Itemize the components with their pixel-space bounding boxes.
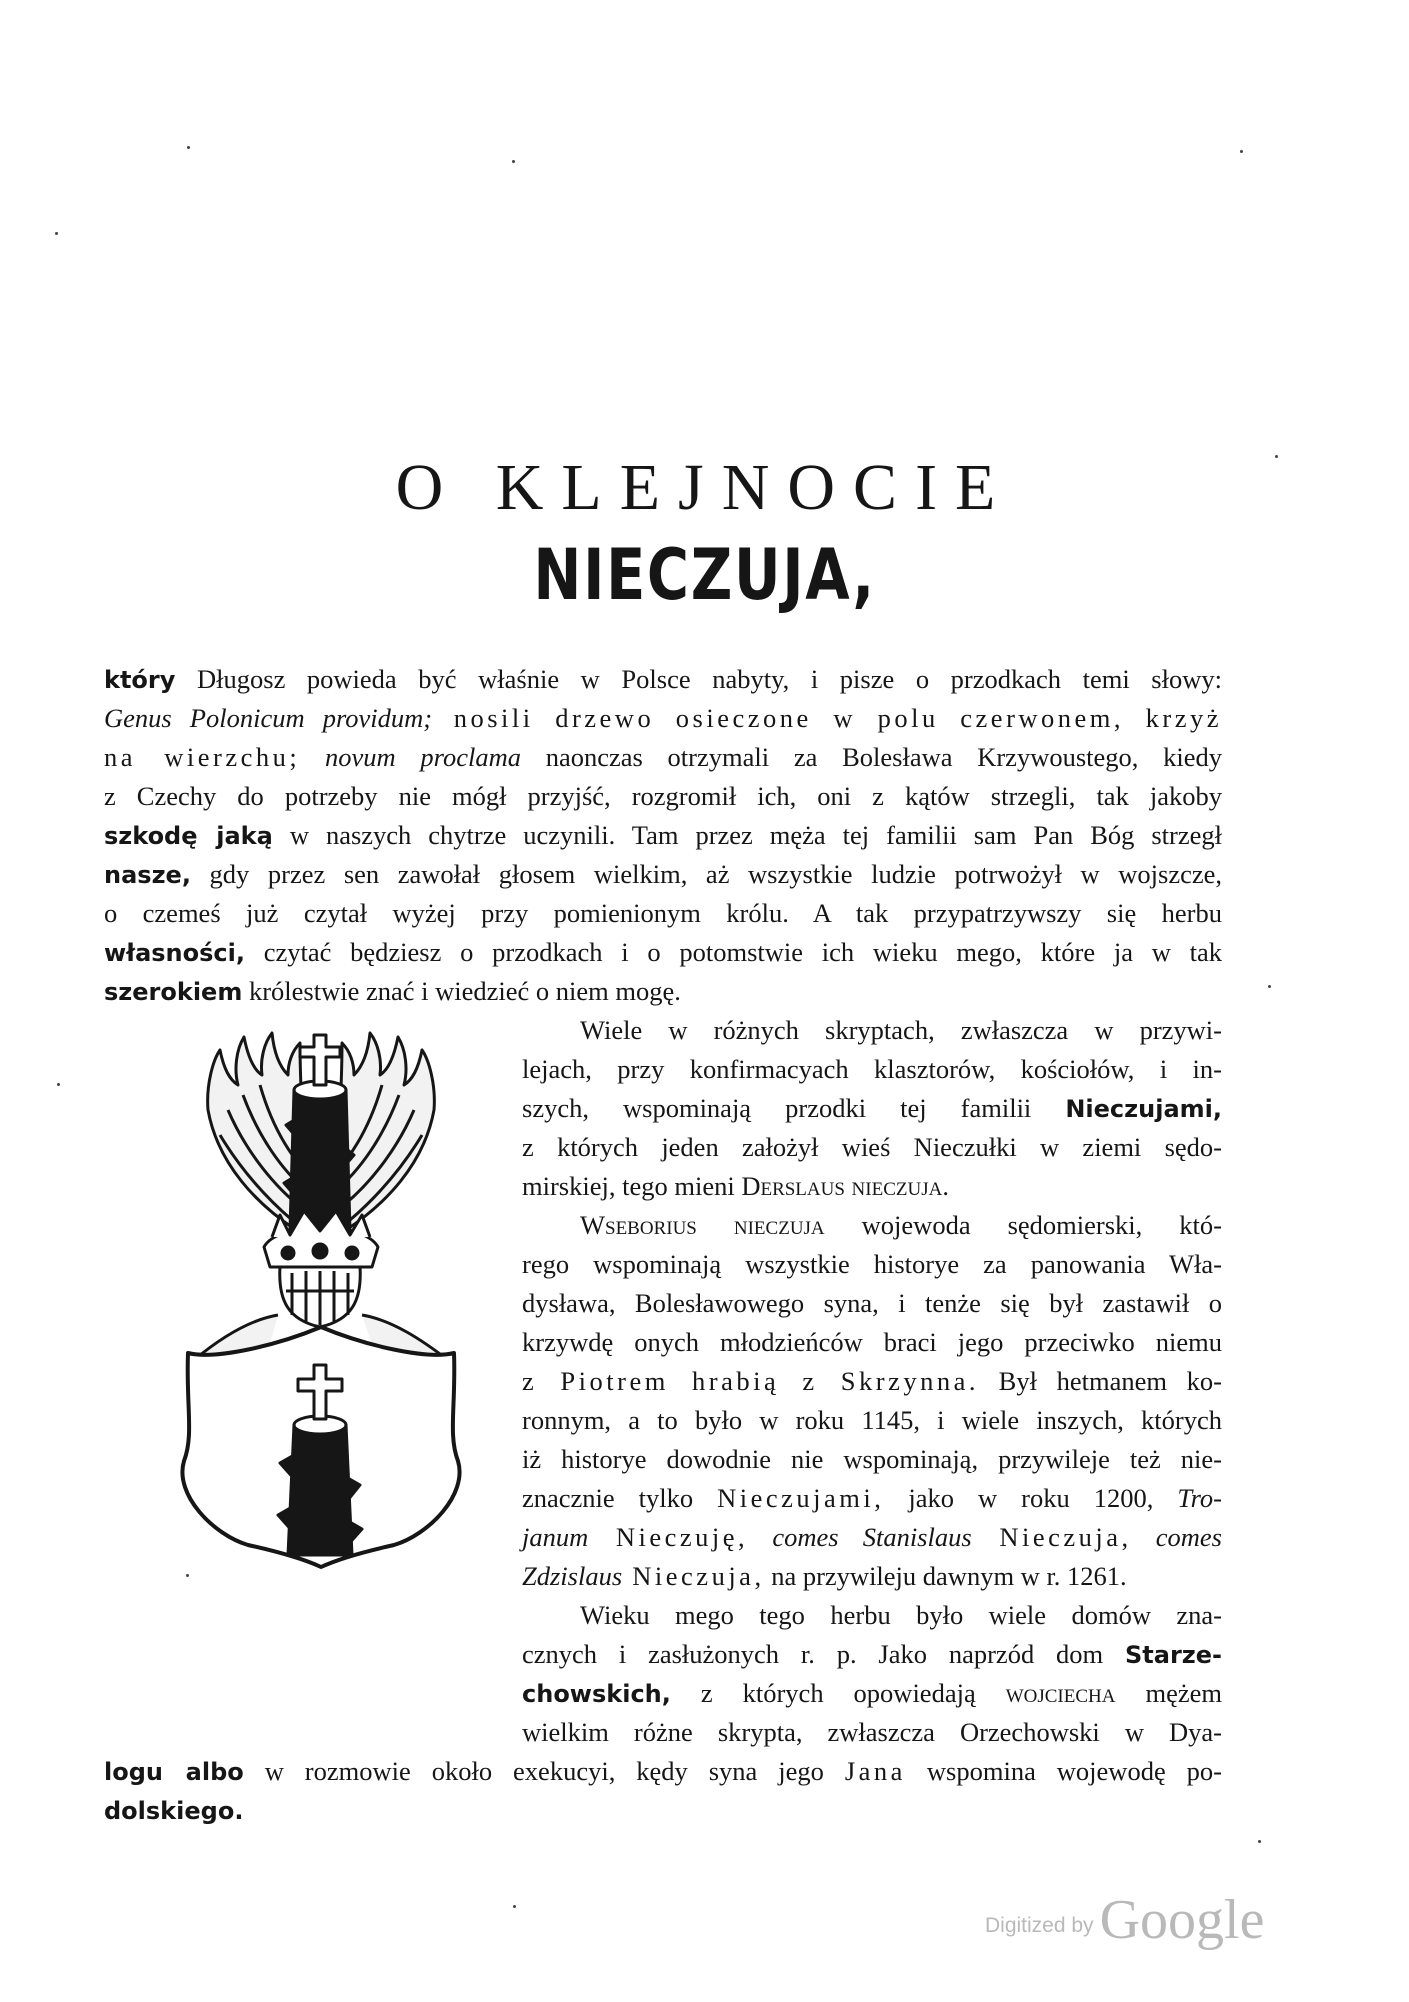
scan-speck <box>1258 1840 1261 1843</box>
text-line: cznych i zasłużonych r. p. Jako naprzód dom Starze- <box>522 1639 1222 1669</box>
text-line: lejach, przy konfirmacyach klasztorów, kościołów, i in- <box>522 1054 1222 1084</box>
text-line: z Czechy do potrzeby nie mógł przyjść, rozgromił ich, oni z kątów strzegli, tak jakoby <box>104 781 1222 811</box>
text-line: szych, wspominają przodki tej familii Nieczujami, <box>522 1093 1222 1123</box>
scan-speck <box>512 160 515 163</box>
text-line: szerokiem królestwie znać i wiedzieć o niem mogę. <box>104 976 681 1006</box>
page-title: O KLEJNOCIE <box>395 451 1014 524</box>
text-line: mirskiej, tego mieni Derslaus nieczuja. <box>522 1171 949 1201</box>
scan-speck <box>57 1083 60 1086</box>
scan-speck <box>1275 455 1278 458</box>
text-line: dysława, Bolesławowego syna, i tenże się był zastawił o <box>522 1288 1222 1318</box>
scan-speck <box>513 1905 516 1908</box>
text-line: Genus Polonicum providum; nosili drzewo osieczone w polu czerwonem, krzyż <box>104 703 1222 733</box>
scan-speck <box>55 232 58 235</box>
text-line: nasze, gdy przez sen zawołał głosem wielkim, aż wszystkie ludzie potrwożył w wojszcze, <box>104 859 1222 889</box>
text-line: wielkim różne skrypta, zwłaszcza Orzechowski w Dya- <box>522 1717 1222 1747</box>
digitized-by-google-watermark: Digitized by Google <box>985 1889 1265 1951</box>
text-line: Wseborius nieczuja wojewoda sędomierski, któ- <box>580 1210 1222 1240</box>
text-line: dolskiego. <box>104 1797 244 1825</box>
text-line: Zdzislaus Nieczuja, na przywileju dawnym w r. 1261. <box>522 1561 1127 1591</box>
text-line: Wieku mego tego herbu było wiele domów zna- <box>580 1600 1222 1630</box>
text-line: rego wspominają wszystkie historye za panowania Wła- <box>522 1249 1222 1279</box>
scan-speck <box>186 1574 189 1577</box>
text-line: Wiele w różnych skryptach, zwłaszcza w przywi- <box>580 1015 1222 1045</box>
text-line: na wierzchu; novum proclama naonczas otrzymali za Bolesława Krzywoustego, kiedy <box>104 742 1223 772</box>
text-line: szkodę jaką w naszych chytrze uczynili. Tam przez męża tej familii sam Pan Bóg strzegł <box>104 820 1223 850</box>
text-line: własności, czytać będziesz o przodkach i o potomstwie ich wieku mego, które ja w tak <box>104 937 1222 967</box>
text-line: logu albo w rozmowie około exekucyi, kędy syna jego Jana wspomina wojewodę po- <box>104 1756 1222 1786</box>
scan-speck <box>1240 150 1243 153</box>
crest-name-heading: NIECZUJA, <box>533 534 876 616</box>
text-line: który Długosz powieda być właśnie w Polsce nabyty, i pisze o przodkach temi słowy: <box>104 664 1222 694</box>
scan-speck <box>1268 985 1271 988</box>
text-line: krzywdę onych młodzieńców braci jego przeciwko niemu <box>522 1327 1222 1357</box>
text-line: z których jeden założył wieś Nieczułki w ziemi sędo- <box>522 1132 1222 1162</box>
text-line: janum Nieczuję, comes Stanislaus Nieczuja, comes <box>522 1522 1222 1552</box>
text-line: ronnym, a to było w roku 1145, i wiele inszych, których <box>522 1405 1222 1435</box>
text-line: znacznie tylko Nieczujami, jako w roku 1200, Tro- <box>522 1483 1222 1513</box>
text-line: z Piotrem hrabią z Skrzynna. Był hetmanem ko- <box>522 1366 1222 1396</box>
text-line: iż historye dowodnie nie wspominają, przywileje też nie- <box>522 1444 1222 1474</box>
scan-speck <box>187 146 190 149</box>
text-line: chowskich, z których opowiedają wojciecha mężem <box>522 1678 1222 1708</box>
nieczuja-coat-of-arms-icon <box>168 1015 474 1570</box>
text-line: o czemeś już czytał wyżej przy pomienionym królu. A tak przypatrzywszy się herbu <box>104 898 1222 928</box>
